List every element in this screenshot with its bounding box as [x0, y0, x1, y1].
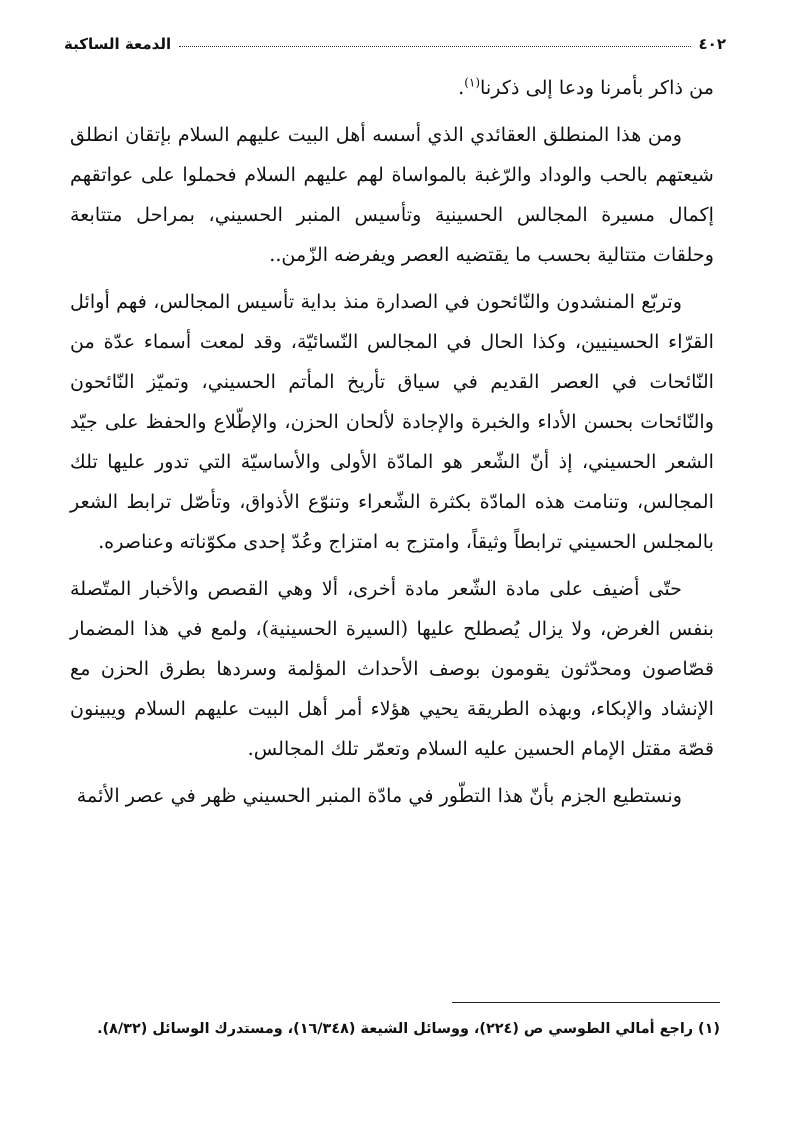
paragraph-2: ومن هذا المنطلق العقائدي الذي أسسه أهل البيت عليهم السلام بإتقان انطلق شيعتهم بالحب والوداد والرّغبة بالمواساة لهم عليهم السلام فحملوا على عواتقهم إكمال مسيرة المجالس الحسينية وتأسيس المنبر الحسيني، بمراحل متتابعة وحلقات متتالية بحسب ما يقتضيه العصر ويفرضه الزّمن.. [70, 123, 714, 266]
running-header [64, 34, 726, 54]
page-number: ٤٠٢ [698, 35, 726, 53]
paragraph-4: حتّى أضيف على مادة الشّعر مادة أخرى، ألا وهي القصص والأخبار المتّصلة بنفس الغرض، ولا يزال يُصطلح عليها (السيرة الحسينية)، ولمع في هذا المضمار قصّاصون ومحدّثون يقومون بوصف الأحداث المؤلمة وسردها بطرق الحزن مع الإنشاد والإبكاء، وبهذه الطريقة يحيي هؤلاء أمر أهل البيت عليهم السلام ويبينون قصّة مقتل الإمام الحسين عليه السلام وتعمّر تلك المجالس. [70, 577, 714, 760]
main-text [70, 68, 714, 823]
footnote: (١) راجع أمالي الطوسي ص (٢٢٤)، ووسائل الشيعة (١٦/٣٤٨)، ومستدرك الوسائل (٨/٣٢). [97, 1021, 720, 1037]
paragraph-1-end: . [458, 76, 465, 99]
footnote-reference[interactable]: (١) [464, 75, 481, 90]
paragraph-1 [70, 68, 714, 108]
book-title: الدمعة الساكبة [64, 35, 172, 53]
footnote-separator [452, 1002, 720, 1003]
paragraph-1-text: من ذاكر بأمرنا ودعا إلى ذكرنا [480, 76, 714, 99]
header-dotted-rule [179, 46, 690, 47]
paragraph-5: ونستطيع الجزم بأنّ هذا التطّور في مادّة المنبر الحسيني ظهر في عصر الأئمة [76, 784, 682, 807]
paragraph-3: وتربّع المنشدون والنّائحون في الصدارة منذ بداية تأسيس المجالس، فهم أوائل القرّاء الحسينيين، وكذا الحال في المجالس النّسائيّة، وقد لمعت أسماء عدّة من النّائحات في العصر القديم في سياق تأريخ المأتم الحسيني، وتميّز النّائحون والنّائحات بحسن الأداء والخبرة والإجادة لألحان الحزن، والإطّلاع والحفظ على جيّد الشعر الحسيني، إذ أنّ الشّعر هو المادّة الأولى والأساسيّة التي تدور عليها تلك المجالس، وتنامت هذه المادّة بكثرة الشّعراء وتنوّع الأذواق، وتأصّل ترابط الشعر بالمجلس الحسيني ترابطاً وثيقاً، وامتزج به امتزاج وعُدّ إحدى مكوّناته وعناصره. [70, 290, 714, 553]
